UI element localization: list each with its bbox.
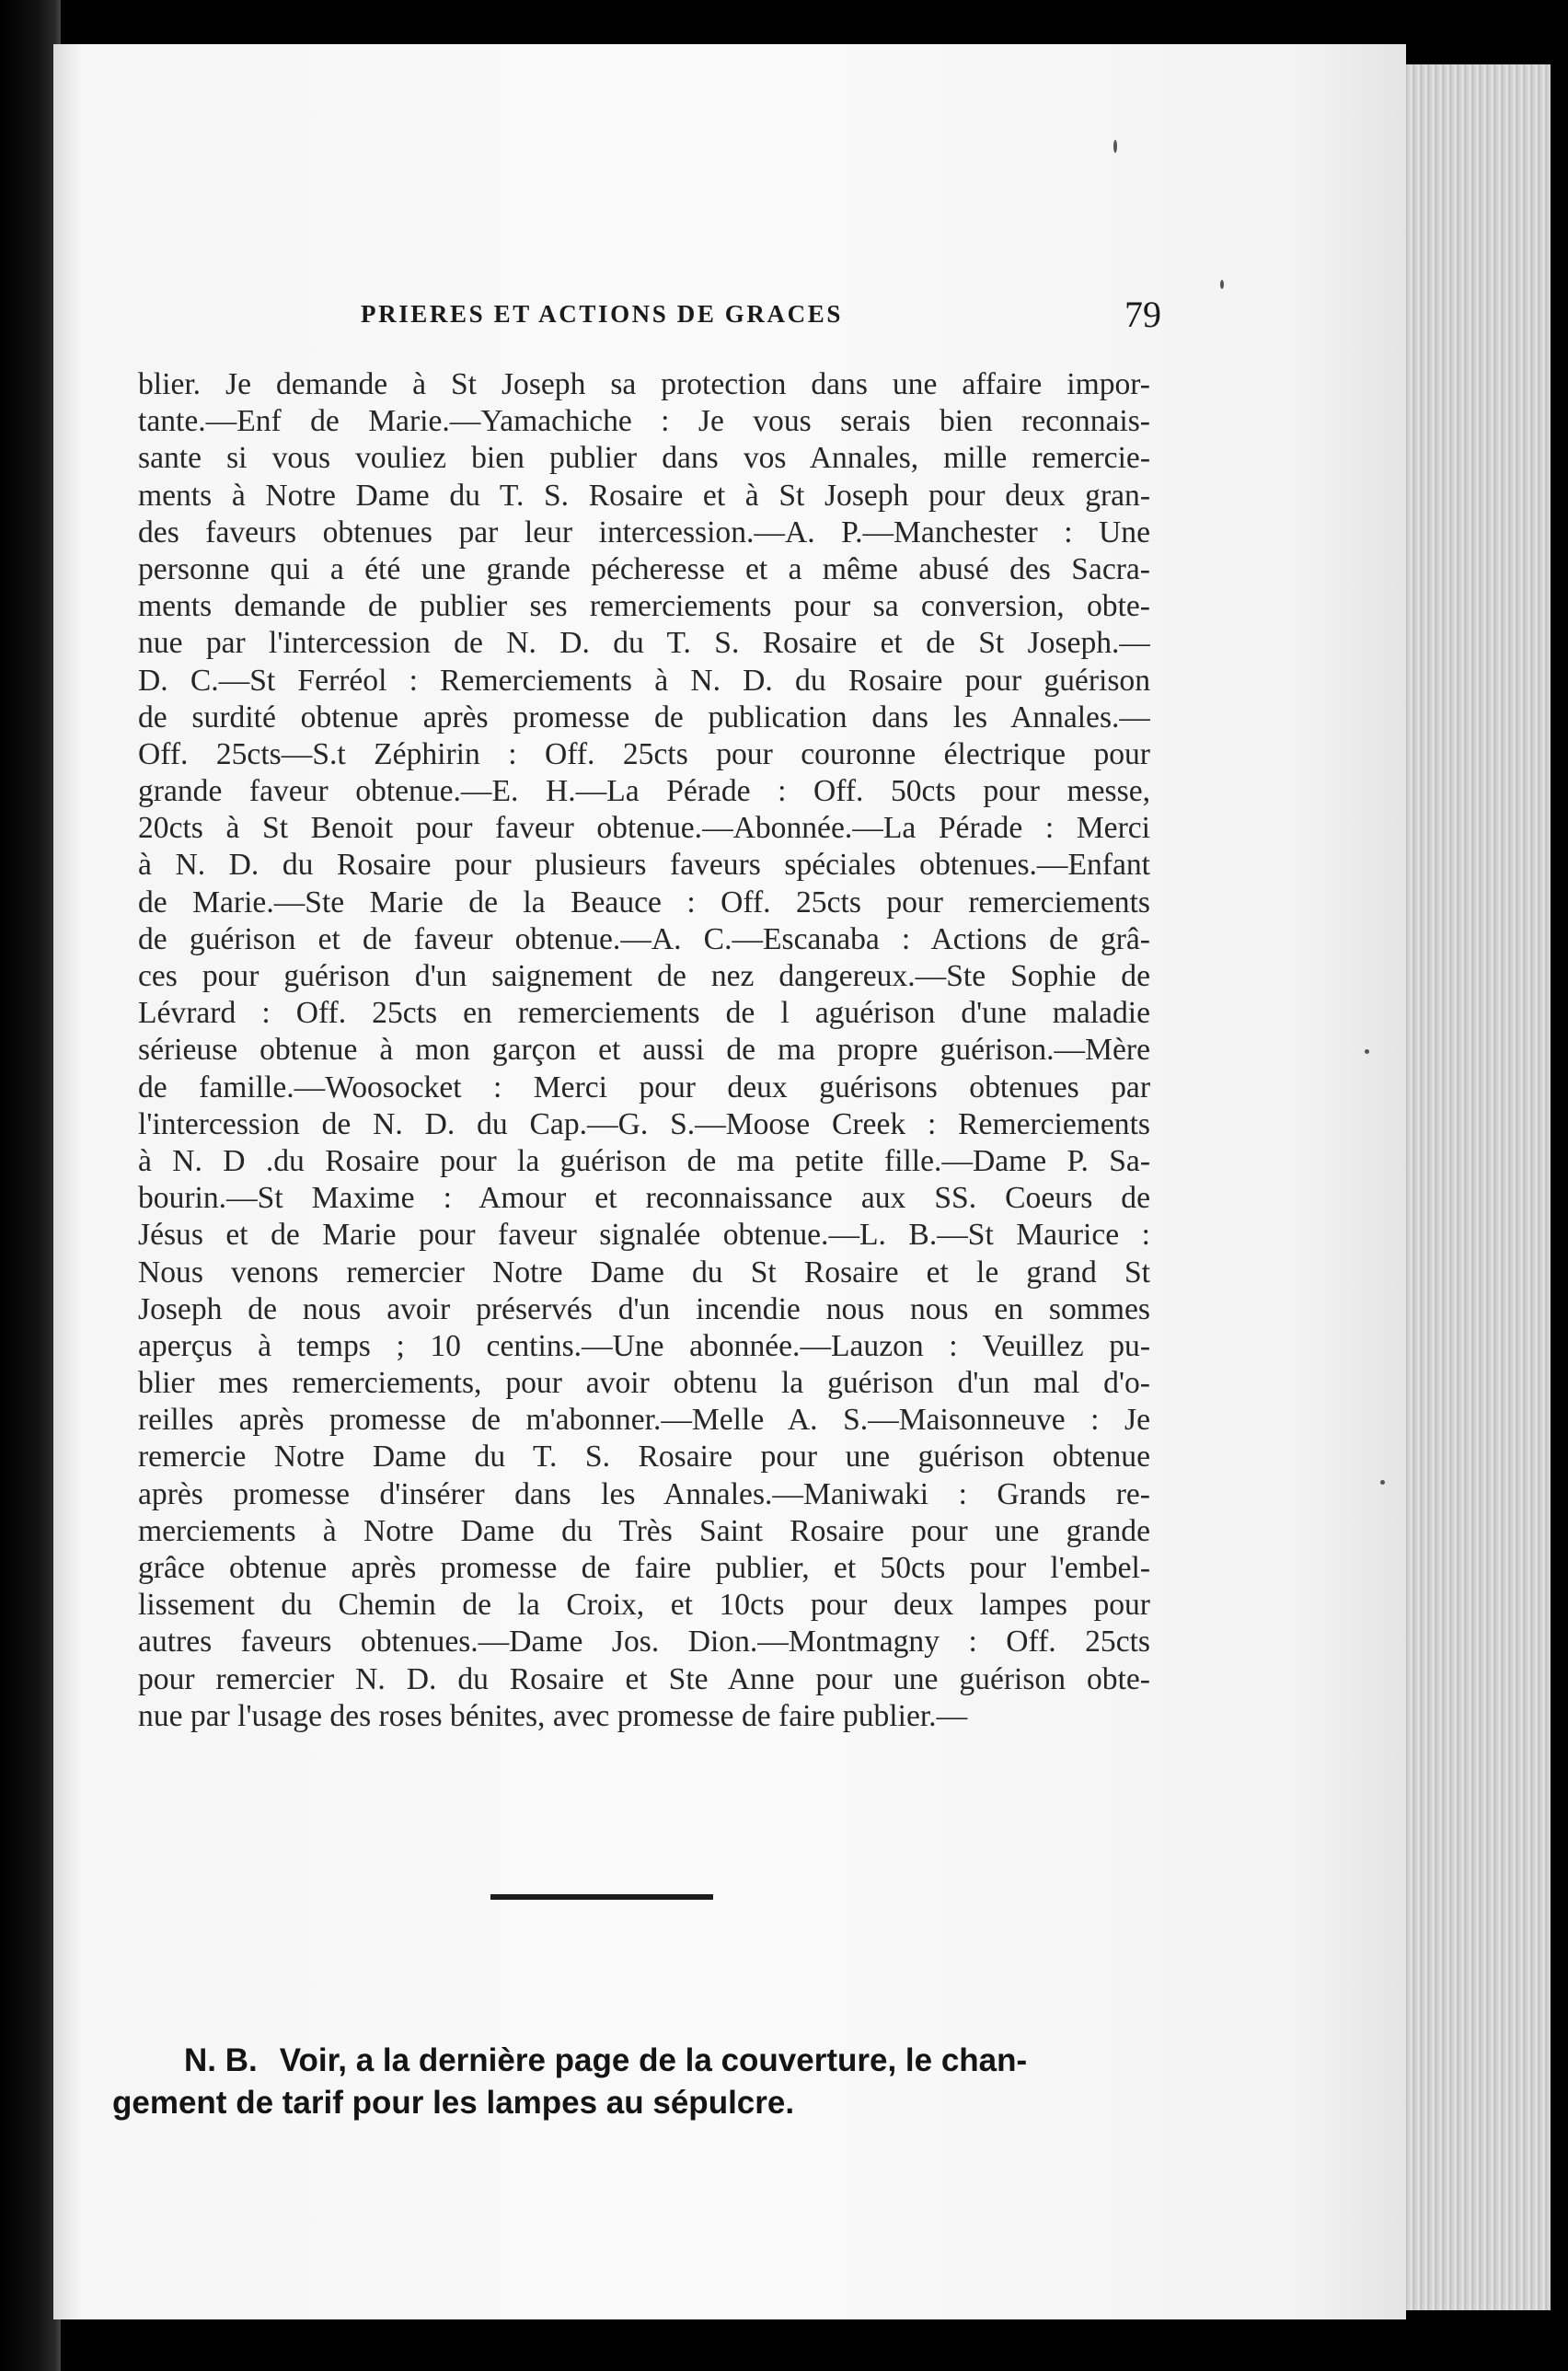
note-line-2: gement de tarif pour les lampes au sépulcre. (112, 2085, 795, 2121)
section-divider (490, 1894, 713, 1900)
body-line: Nous venons remercier Notre Dame du St Rosaire et le grand St (138, 1255, 1150, 1290)
body-line: blier. Je demande à St Joseph sa protection dans une affaire impor- (138, 367, 1150, 401)
body-line: reilles après promesse de m'abonner.—Melle A. S.—Maisonneuve : Je (138, 1403, 1150, 1438)
body-line: à N. D. du Rosaire pour plusieurs faveurs spéciales obtenues.—Enfant (138, 848, 1150, 883)
body-line: remercie Notre Dame du T. S. Rosaire pour une guérison obtenue (138, 1440, 1150, 1475)
page-header (361, 293, 1161, 339)
body-line: de famille.—Woosocket : Merci pour deux guérisons obtenues par (138, 1070, 1150, 1105)
body-line: de Marie.—Ste Marie de la Beauce : Off. 25cts pour remerciements (138, 885, 1150, 919)
body-line: ments demande de publier ses remerciements pour sa conversion, obte- (138, 589, 1150, 624)
body-line: à N. D .du Rosaire pour la guérison de ma petite fille.—Dame P. Sa- (138, 1143, 1150, 1178)
body-line: de guérison et de faveur obtenue.—A. C.—Escanaba : Actions de grâ- (138, 921, 1150, 956)
note-label: N. B. (184, 2042, 258, 2078)
body-line: blier mes remerciements, pour avoir obtenu la guérison d'un mal d'o- (138, 1366, 1150, 1401)
body-line: grâce obtenue après promesse de faire publier, et 50cts pour l'embel- (138, 1551, 1150, 1585)
body-line: merciements à Notre Dame du Très Saint Rosaire pour une grande (138, 1513, 1150, 1548)
body-line: autres faveurs obtenues.—Dame Jos. Dion.—Montmagny : Off. 25cts (138, 1625, 1150, 1660)
body-line: grande faveur obtenue.—E. H.—La Pérade : Off. 50cts pour messe, (138, 774, 1150, 809)
body-line: des faveurs obtenues par leur intercession.—A. P.—Manchester : Une (138, 515, 1150, 549)
body-line: l'intercession de N. D. du Cap.—G. S.—Moose Creek : Remerciements (138, 1106, 1150, 1141)
body-line: personne qui a été une grande pécheresse et a même abusé des Sacra- (138, 551, 1150, 586)
running-title: PRIERES ET ACTIONS DE GRACES (361, 300, 843, 328)
body-line: D. C.—St Ferréol : Remerciements à N. D. du Rosaire pour guérison (138, 663, 1150, 698)
body-line: nue par l'intercession de N. D. du T. S. Rosaire et de St Joseph.— (138, 626, 1150, 661)
page-number: 79 (1124, 294, 1161, 335)
body-line: sérieuse obtenue à mon garçon et aussi de ma propre guérison.—Mère (138, 1033, 1150, 1068)
scanner-left-edge (0, 0, 61, 2371)
body-line: Joseph de nous avoir préservés d'un incendie nous nous en sommes (138, 1291, 1150, 1326)
body-line: Lévrard : Off. 25cts en remerciements de l aguérison d'une maladie (138, 996, 1150, 1031)
body-line: Off. 25cts—S.t Zéphirin : Off. 25cts pour couronne électrique pour (138, 736, 1150, 771)
body-line: Jésus et de Marie pour faveur signalée obtenue.—L. B.—St Maurice : (138, 1218, 1150, 1253)
body-line: de surdité obtenue après promesse de publication dans les Annales.— (138, 700, 1150, 734)
body-line: sante si vous vouliez bien publier dans vos Annales, mille remercie- (138, 441, 1150, 476)
body-line: bourin.—St Maxime : Amour et reconnaissance aux SS. Coeurs de (138, 1181, 1150, 1216)
body-line: 20cts à St Benoit pour faveur obtenue.—Abonnée.—La Pérade : Merci (138, 811, 1150, 846)
body-line: tante.—Enf de Marie.—Yamachiche : Je vous serais bien reconnais- (138, 404, 1150, 439)
stacked-page-edges (1399, 64, 1551, 2310)
body-paragraph (138, 366, 1150, 1735)
body-line: aperçus à temps ; 10 centins.—Une abonnée.—Lauzon : Veuillez pu- (138, 1328, 1150, 1363)
footnote-nb (112, 2040, 1152, 2124)
note-line-1: Voir, a la dernière page de la couverture, le chan- (279, 2042, 1028, 2078)
body-line: après promesse d'insérer dans les Annales.—Maniwaki : Grands re- (138, 1476, 1150, 1511)
body-line: pour remercier N. D. du Rosaire et Ste Anne pour une guérison obte- (138, 1661, 1150, 1696)
body-line: lissement du Chemin de la Croix, et 10cts pour deux lampes pour (138, 1588, 1150, 1623)
body-line: ments à Notre Dame du T. S. Rosaire et à St Joseph pour deux gran- (138, 478, 1150, 513)
body-line: ces pour guérison d'un saignement de nez dangereux.—Ste Sophie de (138, 959, 1150, 993)
body-line: nue par l'usage des roses bénites, avec promesse de faire publier.— (138, 1698, 968, 1733)
